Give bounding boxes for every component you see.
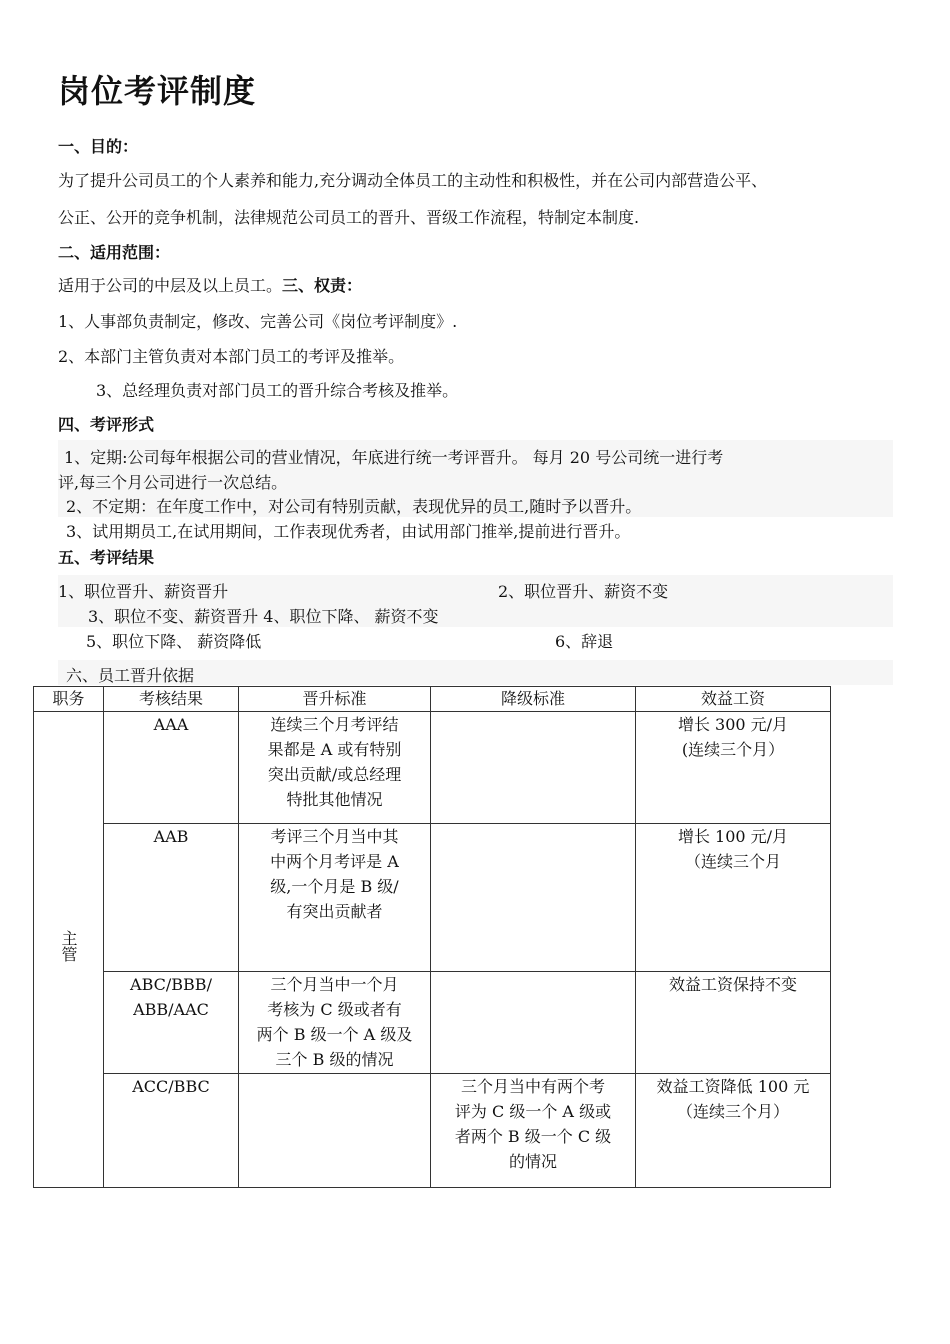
header-position: 职务	[34, 687, 104, 712]
section-purpose-heading: 一、目的：	[58, 137, 139, 156]
form-item-3: 3、试用期员工,在试用期间，工作表现优秀者，由试用部门推举,提前进行晋升。	[66, 522, 631, 541]
promotion-cell	[239, 1074, 431, 1188]
duty-item-2: 2、本部门主管负责对本部门员工的考评及推举。	[58, 347, 405, 366]
wage-cell	[636, 712, 831, 824]
wage-cell	[636, 972, 831, 1074]
result-text: ABB/AAC	[133, 1000, 209, 1019]
result-option-2: 2、职位晋升、薪资不变	[498, 582, 669, 601]
promotion-line: 级,一个月是 B 级/	[270, 877, 399, 896]
scope-line	[58, 273, 362, 296]
demotion-cell	[431, 712, 636, 824]
demotion-line: 三个月当中有两个考	[460, 1077, 605, 1096]
purpose-text-line-2: 公正、公开的竞争机制，法律规范公司员工的晋升、晋级工作流程，特制定本制度.	[58, 208, 640, 227]
result-option-6: 6、辞退	[555, 632, 614, 651]
section-basis-heading: 六、员工晋升依据	[66, 666, 195, 685]
wage-line: （连续三个月）	[676, 1102, 789, 1121]
form-item-1-line-2: 评,每三个月公司进行一次总结。	[58, 473, 288, 492]
result-option-5: 5、职位下降、 薪资降低	[86, 632, 262, 651]
result-cell	[104, 972, 239, 1074]
section-scope-heading: 二、适用范围：	[58, 243, 171, 262]
wage-line: 效益工资保持不变	[668, 975, 797, 994]
duty-item-1: 1、人事部负责制定，修改、完善公司《岗位考评制度》.	[58, 312, 458, 331]
table-row	[34, 1074, 831, 1188]
result-option-3-4: 3、职位不变、薪资晋升 4、职位下降、 薪资不变	[88, 607, 439, 626]
demotion-line: 的情况	[508, 1152, 557, 1171]
form-item-2: 2、不定期：在年度工作中，对公司有特别贡献，表现优异的员工,随时予以晋升。	[66, 497, 642, 516]
header-demotion-standard: 降级标准	[431, 687, 636, 712]
form-item-1-line-1: 1、定期:公司每年根据公司的营业情况，年底进行统一考评晋升。 每月 20 号公司统一进行考	[64, 448, 724, 467]
wage-line: (连续三个月）	[681, 740, 785, 759]
result-cell	[104, 824, 239, 972]
demotion-cell	[431, 1074, 636, 1188]
promotion-line: 果都是 A 或有特别	[267, 740, 402, 759]
promotion-line: 中两个月考评是 A	[270, 852, 399, 871]
section-duties-heading: 三、权责：	[282, 276, 363, 295]
result-text: ABC/BBB/	[130, 975, 212, 994]
promotion-line: 突出贡献/或总经理	[267, 765, 402, 784]
table-row	[34, 712, 831, 824]
result-cell	[104, 1074, 239, 1188]
wage-line: 增长 100 元/月	[677, 827, 789, 846]
result-text: ACC/BBC	[132, 1077, 210, 1096]
table-row	[34, 972, 831, 1074]
result-cell	[104, 712, 239, 824]
header-performance-wage: 效益工资	[636, 687, 831, 712]
section-form-heading: 四、考评形式	[58, 415, 155, 434]
wage-cell	[636, 824, 831, 972]
promotion-cell	[239, 972, 431, 1074]
scope-text: 适用于公司的中层及以上员工。	[58, 276, 283, 295]
promotion-line: 三个 B 级的情况	[275, 1050, 394, 1069]
header-result: 考核结果	[104, 687, 239, 712]
wage-line: 增长 300 元/月	[677, 715, 789, 734]
promotion-line: 有突出贡献者	[286, 902, 383, 921]
promotion-cell	[239, 824, 431, 972]
page-title: 岗位考评制度	[58, 72, 257, 110]
role-label: 主管	[59, 930, 78, 962]
promotion-line: 特批其他情况	[286, 790, 383, 809]
section-results-heading: 五、考评结果	[58, 548, 155, 567]
role-cell	[34, 712, 104, 1188]
demotion-line: 者两个 B 级一个 C 级	[454, 1127, 612, 1146]
wage-cell	[636, 1074, 831, 1188]
wage-line: （连续三个月	[684, 852, 781, 871]
demotion-line: 评为 C 级一个 A 级或	[454, 1102, 612, 1121]
duty-item-3: 3、总经理负责对部门员工的晋升综合考核及推举。	[96, 381, 459, 400]
promotion-line: 三个月当中一个月	[270, 975, 399, 994]
result-option-1: 1、职位晋升、薪资晋升	[58, 582, 229, 601]
demotion-cell	[431, 972, 636, 1074]
table-row	[34, 824, 831, 972]
purpose-text-line-1: 为了提升公司员工的个人素养和能力,充分调动全体员工的主动性和积极性，并在公司内部营造公平、	[58, 171, 768, 190]
table-header-row	[34, 687, 831, 712]
promotion-line: 连续三个月考评结	[270, 715, 399, 734]
promotion-table	[33, 686, 831, 1188]
promotion-line: 考核为 C 级或者有	[267, 1000, 402, 1019]
result-text: AAA	[153, 715, 189, 734]
wage-line: 效益工资降低 100 元	[656, 1077, 810, 1096]
promotion-cell	[239, 712, 431, 824]
demotion-cell	[431, 824, 636, 972]
promotion-line: 考评三个月当中其	[270, 827, 399, 846]
promotion-line: 两个 B 级一个 A 级及	[256, 1025, 413, 1044]
header-promotion-standard: 晋升标准	[239, 687, 431, 712]
result-text: AAB	[153, 827, 189, 846]
